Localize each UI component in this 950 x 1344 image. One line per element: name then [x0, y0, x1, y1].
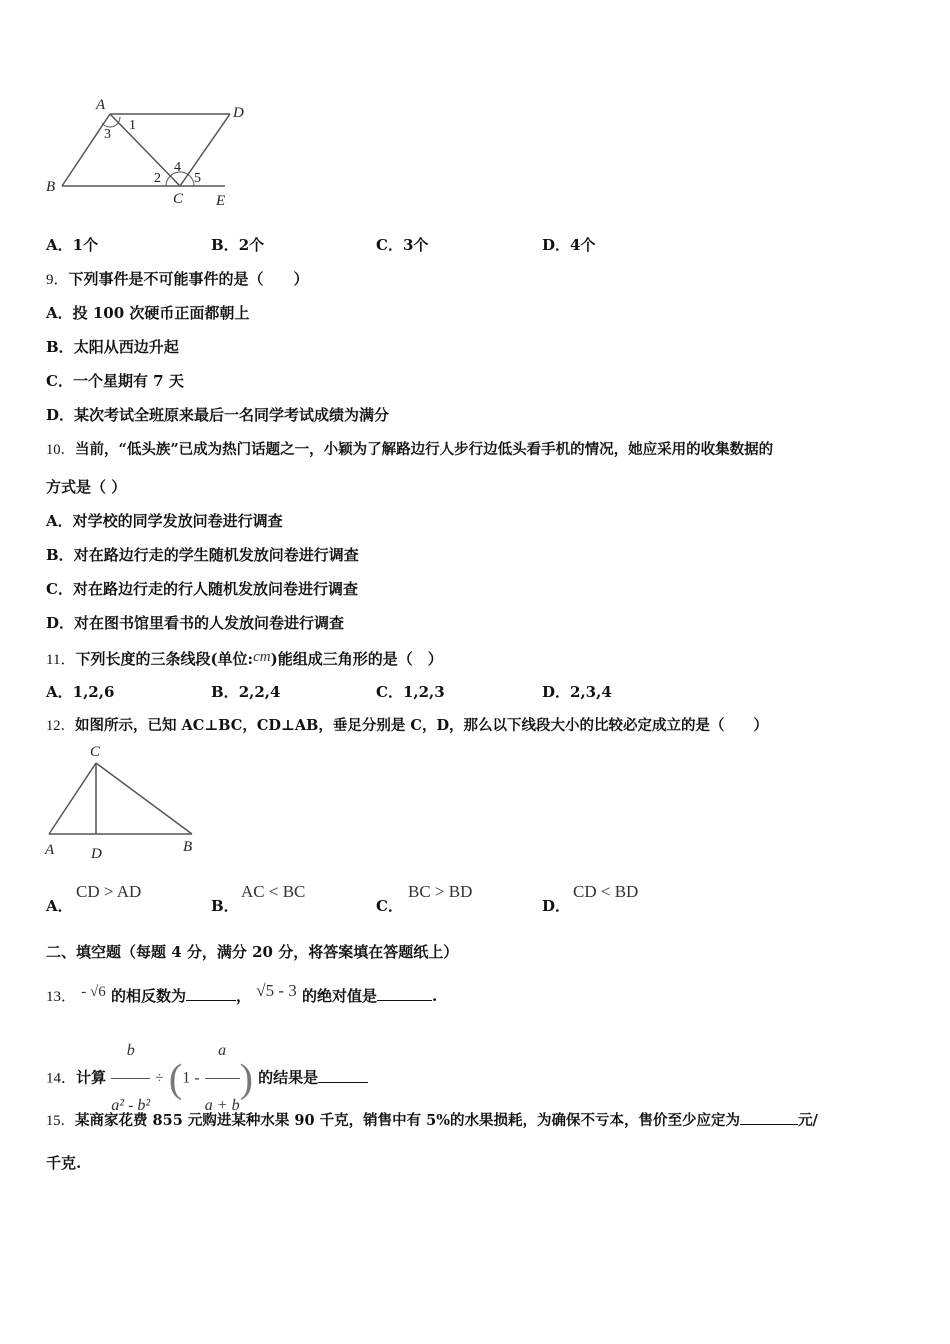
label-a: A: [45, 842, 55, 858]
label-b: B: [183, 839, 193, 855]
q14-blank[interactable]: [318, 1068, 368, 1083]
q11-option-b[interactable]: B．2,2,4: [211, 683, 281, 701]
q10-stem-line2: 方式是（ ）: [46, 478, 127, 496]
q10-option-a[interactable]: A．对学校的同学发放问卷进行调查: [46, 512, 283, 530]
q10-option-d[interactable]: D．对在图书馆里看书的人发放问卷进行调查: [46, 614, 345, 632]
label-a: A: [96, 97, 106, 113]
q10-stem-line1: 10．当前，“低头族”已成为热门话题之一，小颖为了解路边行人步行边低头看手机的情况，她应采用的收集数据的: [46, 441, 774, 458]
q11-option-d[interactable]: D．2,3,4: [542, 683, 612, 701]
q9-stem: 9．下列事件是不可能事件的是（ ）: [46, 270, 309, 288]
q12-option-a[interactable]: A．: [46, 897, 73, 915]
q13-expr1: - √6: [81, 984, 106, 1000]
q12-option-a-expr: CD > AD: [76, 882, 142, 901]
q12-option-b-expr: AC < BC: [241, 882, 306, 901]
q13: 13． - √6 的相反数为 ， √5 - 3 的绝对值是 .: [46, 981, 438, 1005]
q11-stem: 11．下列长度的三条线段(单位:cm)能组成三角形的是（ ）: [46, 649, 443, 668]
q9-option-d[interactable]: D．某次考试全班原来最后一名同学考试成绩为满分: [46, 406, 390, 424]
q13-blank-2[interactable]: [377, 986, 432, 1001]
label-e: E: [216, 193, 226, 209]
q12-option-b[interactable]: B．: [211, 897, 239, 915]
q13-expr2: √5 - 3: [256, 981, 297, 1000]
q15-line1: 15．某商家花费 855 元购进某种水果 90 千克，销售中有 5%的水果损耗，为确保不亏本，售价至少应定为 元/: [46, 1112, 818, 1129]
angle-5: 5: [194, 171, 201, 186]
q14: 14．计算 $\frac{b}{\text{a² - b²}}$ ÷ (1 - $\frac{a}{a + b}$ ) 的结果是: [46, 1026, 368, 1076]
q12-option-d[interactable]: D．: [542, 897, 571, 915]
q12-stem: 12．如图所示，已知 AC⊥BC，CD⊥AB，垂足分别是 C，D，那么以下线段大小的比较必定成立的是（ ）: [46, 717, 769, 734]
q14-fraction-1: $\frac{b}{\text{a² - b²}}$: [111, 1026, 150, 1131]
q15-line2: 千克.: [46, 1154, 82, 1172]
geometry-figure-triangle-abc: [40, 740, 210, 865]
label-d: D: [91, 846, 102, 862]
label-c: C: [173, 191, 184, 207]
q10-option-b[interactable]: B．对在路边行走的学生随机发放问卷进行调查: [46, 546, 359, 564]
q13-blank-1[interactable]: [186, 986, 236, 1001]
angle-1: 1: [129, 118, 136, 133]
q8-option-d[interactable]: D．4个: [542, 236, 596, 254]
q10-option-c[interactable]: C．对在路边行走的行人随机发放问卷进行调查: [46, 580, 358, 598]
q8-option-c[interactable]: C．3个: [376, 236, 429, 254]
q9-option-c[interactable]: C．一个星期有 7 天: [46, 372, 184, 390]
q12-option-c[interactable]: C．: [376, 897, 403, 915]
q15-blank[interactable]: [740, 1110, 798, 1125]
unit-cm: cm: [253, 649, 271, 665]
q8-option-b[interactable]: B．2个: [211, 236, 265, 254]
q9-option-a[interactable]: A．投 100 次硬币正面都朝上: [46, 304, 250, 322]
q11-option-c[interactable]: C．1,2,3: [376, 683, 445, 701]
section-title: 二、填空题（每题 4 分，满分 20 分，将答案填在答题纸上）: [46, 943, 459, 961]
angle-4: 4: [174, 160, 181, 175]
angle-2: 2: [154, 171, 161, 186]
q8-option-a[interactable]: A．1个: [46, 236, 99, 254]
q11-option-a[interactable]: A．1,2,6: [46, 683, 115, 701]
q14-fraction-2: $\frac{a}{a + b}$: [205, 1026, 240, 1131]
geometry-figure-abcde: [40, 95, 260, 215]
q12-option-d-expr: CD < BD: [573, 882, 639, 901]
q9-option-b[interactable]: B．太阳从西边升起: [46, 338, 179, 356]
q12-option-c-expr: BC > BD: [408, 882, 473, 901]
label-b: B: [46, 179, 56, 195]
angle-3: 3: [104, 127, 111, 142]
label-d: D: [233, 105, 244, 121]
label-c: C: [90, 744, 101, 760]
